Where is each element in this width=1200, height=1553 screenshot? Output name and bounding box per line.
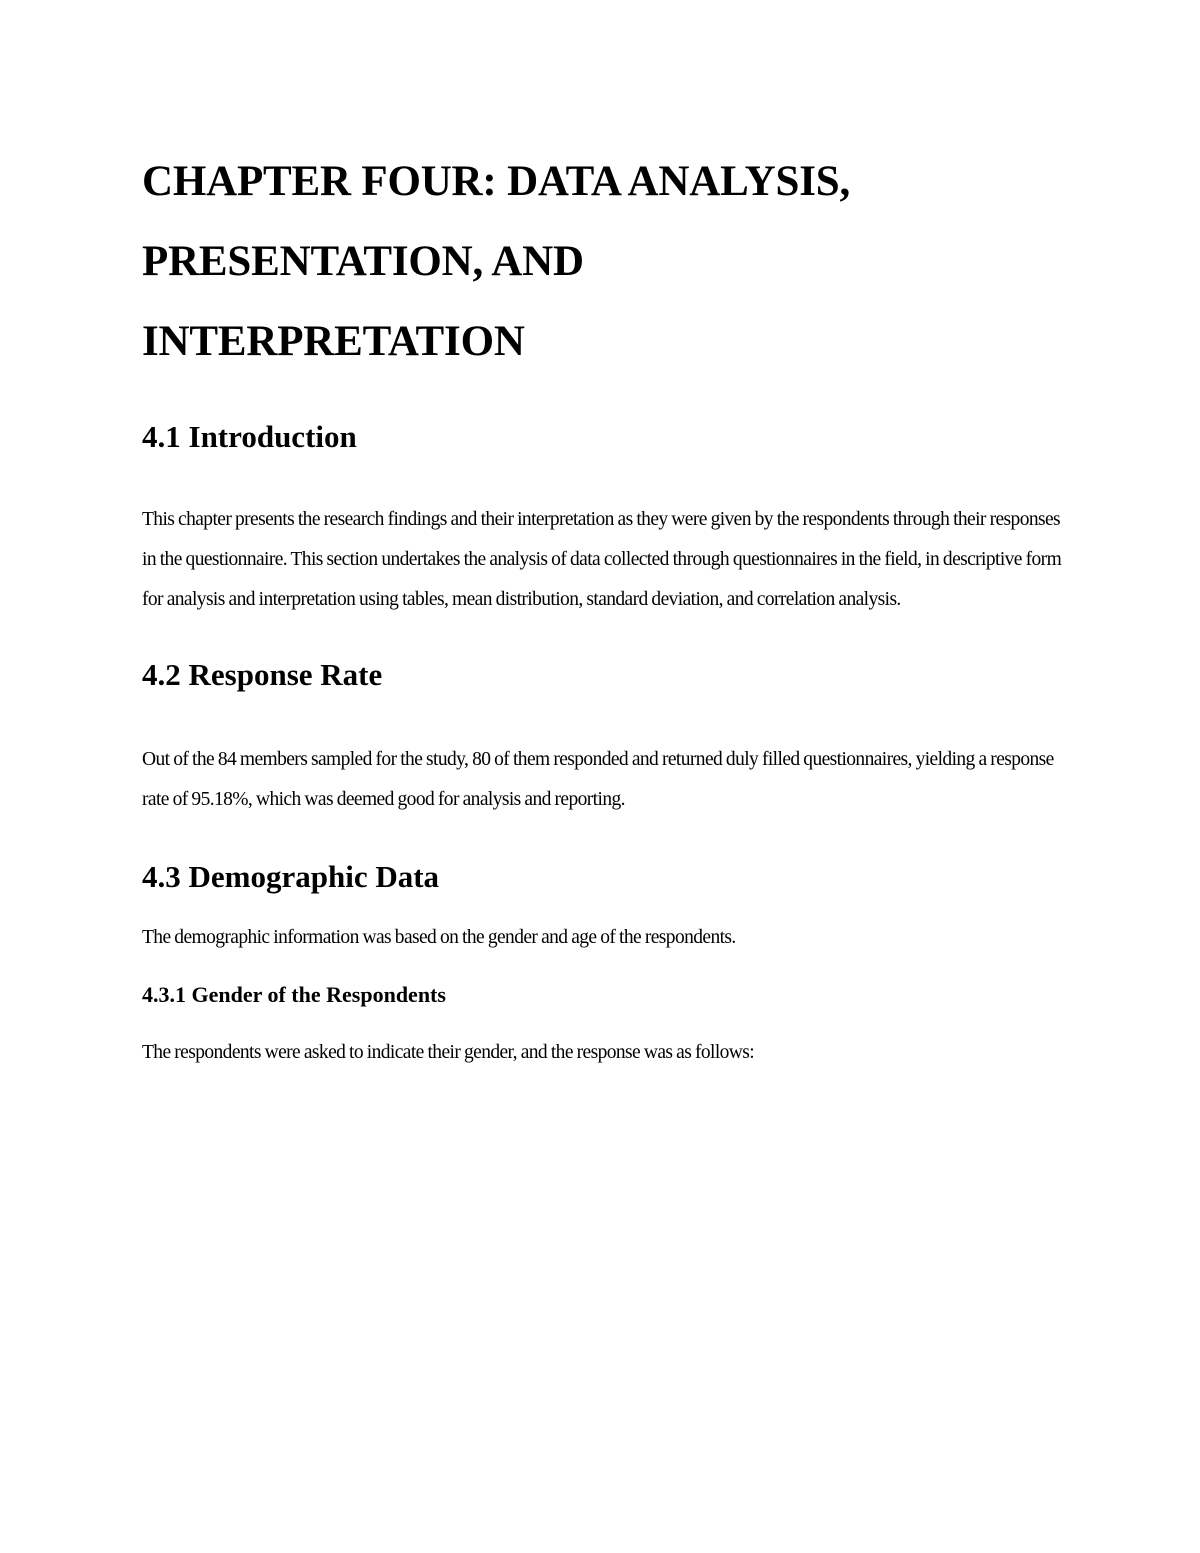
chapter-title-line-3: INTERPRETATION xyxy=(142,318,525,365)
paragraph-introduction: This chapter presents the research findings and their interpretation as they were given by the respondents through their responses in the questionnaire. This section undertakes the analysis of data collected through questionnaires in the field, in descriptive form for analysis and interpretation using tables, mean distribution, standard deviation, and correlation analysis. xyxy=(142,509,1062,610)
paragraph-response-rate: Out of the 84 members sampled for the study, 80 of them responded and returned duly filled questionnaires, yielding a response rate of 95.18%, which was deemed good for analysis and reporting. xyxy=(142,749,1054,810)
subsection-heading-gender: 4.3.1 Gender of the Respondents xyxy=(142,982,446,1007)
section-heading-introduction: 4.1 Introduction xyxy=(142,419,357,454)
paragraph-gender: The respondents were asked to indicate their gender, and the response was as follows: xyxy=(142,1042,755,1063)
paragraph-demographic-data: The demographic information was based on the gender and age of the respondents. xyxy=(142,927,736,948)
chapter-title-line-2: PRESENTATION, AND xyxy=(142,238,584,285)
section-heading-response-rate: 4.2 Response Rate xyxy=(142,657,383,692)
chapter-title xyxy=(142,142,1072,382)
chapter-title-line-1: CHAPTER FOUR: DATA ANALYSIS, xyxy=(142,158,850,205)
page-content xyxy=(142,142,1072,1073)
section-heading-demographic-data: 4.3 Demographic Data xyxy=(142,859,440,894)
